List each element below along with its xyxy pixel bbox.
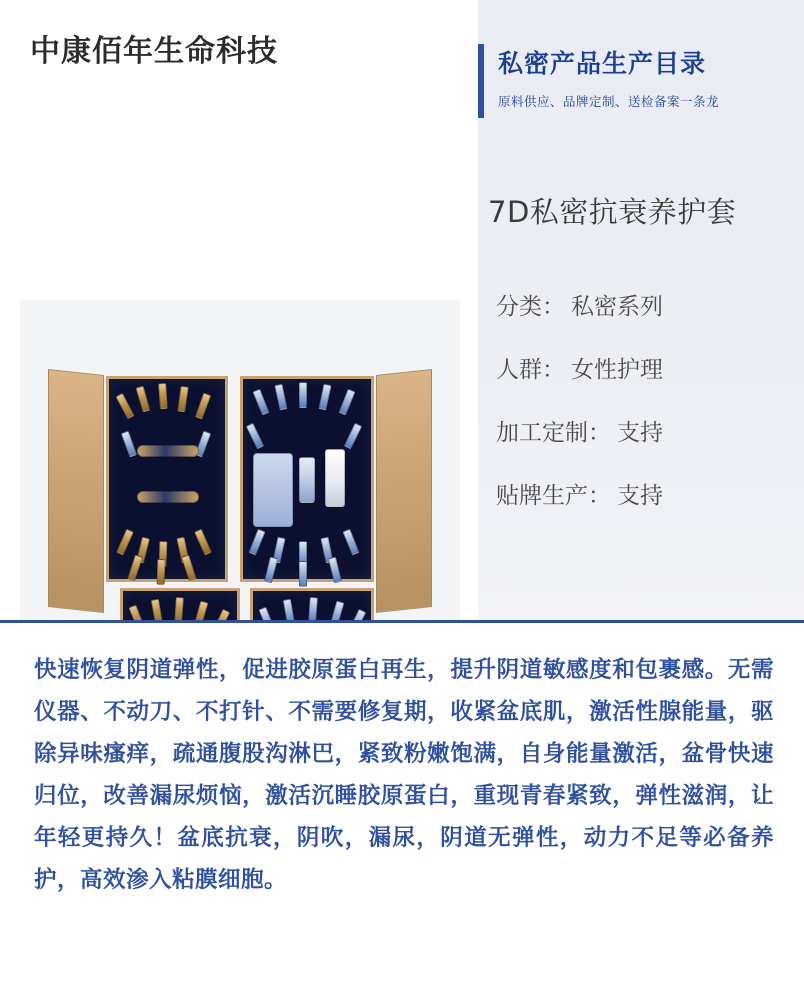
spec-value: 支持 [617,420,663,446]
spec-key: 分类： [496,294,565,320]
case-wing-left [48,369,104,613]
product-specs [496,288,796,540]
spec-key: 人群： [496,357,565,383]
product-photo [20,300,460,620]
spec-key: 加工定制： [496,420,611,446]
tray-bottom-left [120,588,240,620]
tray-bottom-right [250,588,374,620]
ribbon-accent-bar [478,44,484,118]
product-title: 7D私密抗衰养护套 [488,195,737,229]
spec-row-audience [496,351,796,384]
catalog-ribbon [478,44,778,110]
left-panel [0,0,478,620]
tray-top-left [106,376,228,582]
product-description: 快速恢复阴道弹性，促进胶原蛋白再生，提升阴道敏感度和包裹感。无需仪器、不动刀、不打针、不需要修复期，收紧盆底肌，激活性腺能量，驱除异味瘙痒，疏通腹股沟淋巴，紧致粉嫩饱满，自身能量激活，盆骨快速归位，改善漏尿烦恼，激活沉睡胶原蛋白，重现青春紧致，弹性滋润，让年轻更持久！盆底抗衰，阴吹，漏尿，阴道无弹性，动力不足等必备养护，高效渗入粘膜细胞。 [34,657,774,893]
right-panel [478,0,804,620]
description-section [0,620,804,991]
spec-value: 支持 [617,483,663,509]
catalog-title: 私密产品生产目录 [498,49,707,78]
spec-value: 私密系列 [571,294,663,320]
case-wing-right [376,369,432,613]
spec-row-category [496,288,796,321]
product-case [34,332,446,620]
tray-top-right [240,376,374,582]
catalog-subtitle: 原料供应、品牌定制、送检备案一条龙 [498,94,720,109]
brand-title: 中康佰年生命科技 [30,34,278,69]
spec-row-custom-processing [496,414,796,447]
spec-row-oem [496,477,796,510]
spec-key: 贴牌生产： [496,483,611,509]
spec-value: 女性护理 [571,357,663,383]
